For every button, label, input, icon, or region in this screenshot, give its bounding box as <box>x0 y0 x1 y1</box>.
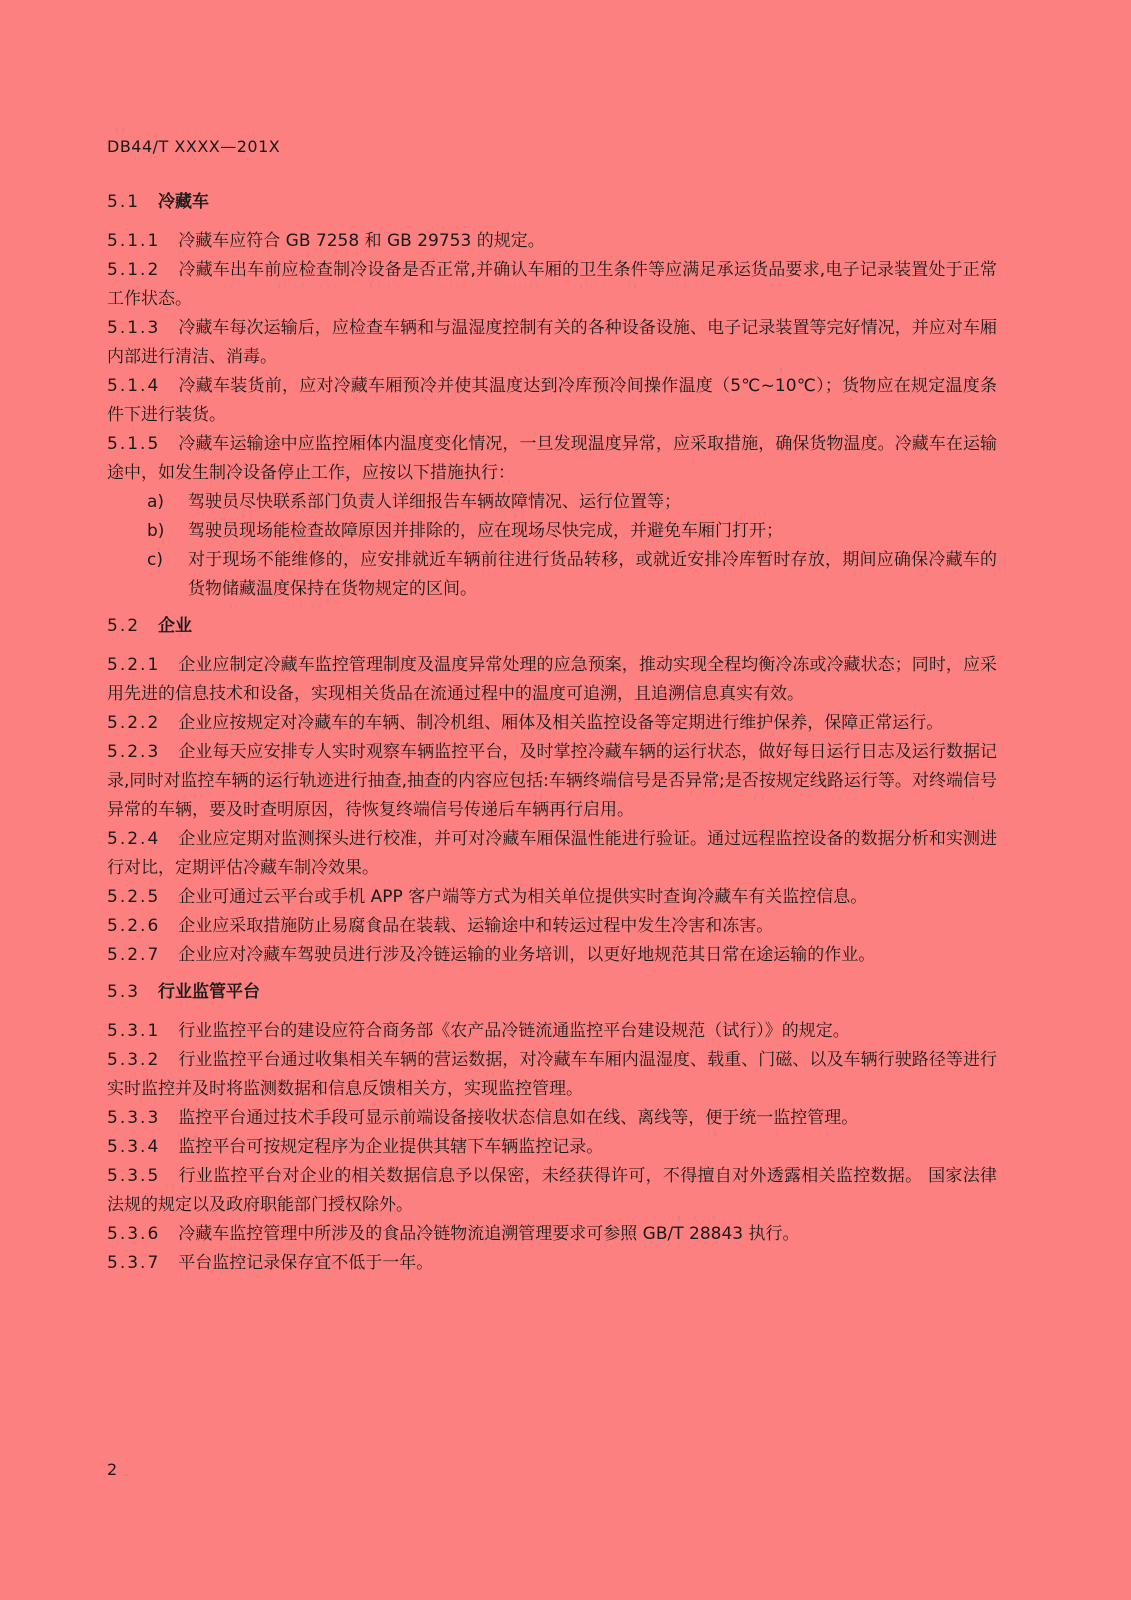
section-5-1 <box>107 188 997 604</box>
clause-5-3-3 <box>107 1104 997 1133</box>
clause-5-1-2 <box>107 256 997 314</box>
clause-text: 行业监控平台对企业的相关数据信息予以保密，未经获得许可，不得擅自对外透露相关监控数据。 国家法律法规的规定以及政府职能部门授权除外。 <box>107 1166 997 1215</box>
list-marker: a) <box>147 492 165 512</box>
clause-5-3-2 <box>107 1046 997 1104</box>
clause-text: 企业应采取措施防止易腐食品在装载、运输途中和转运过程中发生冷害和冻害。 <box>178 916 774 936</box>
clause-text: 冷藏车装货前，应对冷藏车厢预冷并使其温度达到冷库预冷间操作温度（5℃~10℃）；货物应在规定温度条件下进行装货。 <box>107 376 997 425</box>
clause-number: 5.2.6 <box>107 916 161 936</box>
clause-text: 监控平台可按规定程序为企业提供其辖下车辆监控记录。 <box>178 1137 604 1157</box>
section-heading: 冷藏车 <box>158 192 210 212</box>
list-item-text: 驾驶员现场能检查故障原因并排除的，应在现场尽快完成，并避免车厢门打开； <box>188 521 783 541</box>
section-number: 5.2 <box>107 616 141 636</box>
clause-number: 5.2.2 <box>107 713 161 733</box>
clause-5-1-3 <box>107 314 997 372</box>
clause-text: 行业监控平台通过收集相关车辆的营运数据，对冷藏车车厢内温湿度、载重、门磁、以及车辆行驶路径等进行实时监控并及时将监测数据和信息反馈相关方，实现监控管理。 <box>107 1050 997 1099</box>
clause-number: 5.2.5 <box>107 887 161 907</box>
clause-number: 5.3.3 <box>107 1108 161 1128</box>
list-item <box>107 517 997 546</box>
clause-number: 5.2.3 <box>107 742 161 762</box>
section-number: 5.1 <box>107 192 141 212</box>
section-title <box>107 978 997 1008</box>
clause-text: 行业监控平台的建设应符合商务部《农产品冷链流通监控平台建设规范（试行）》的规定。 <box>178 1021 850 1041</box>
clause-text: 企业可通过云平台或手机 APP 客户端等方式为相关单位提供实时查询冷藏车有关监控信息。 <box>178 887 868 907</box>
clause-text: 企业应定期对监测探头进行校准，并可对冷藏车厢保温性能进行验证。通过远程监控设备的数据分析和实测进行对比，定期评估冷藏车制冷效果。 <box>107 829 997 878</box>
clause-text: 企业应按规定对冷藏车的车辆、制冷机组、厢体及相关监控设备等定期进行维护保养，保障正常运行。 <box>178 713 944 733</box>
section-5-2 <box>107 612 997 970</box>
clause-5-1-1 <box>107 227 997 256</box>
document-code: DB44/T XXXX—201X <box>107 137 281 156</box>
clause-text: 监控平台通过技术手段可显示前端设备接收状态信息如在线、离线等，便于统一监控管理。 <box>178 1108 859 1128</box>
clause-5-2-4 <box>107 825 997 883</box>
clause-number: 5.3.2 <box>107 1050 161 1070</box>
clause-text: 平台监控记录保存宜不低于一年。 <box>178 1253 434 1273</box>
clause-number: 5.3.5 <box>107 1166 161 1186</box>
clause-5-2-1 <box>107 651 997 709</box>
clause-number: 5.2.1 <box>107 655 161 675</box>
section-title <box>107 188 997 218</box>
clause-5-3-6 <box>107 1220 997 1249</box>
clause-text: 冷藏车监控管理中所涉及的食品冷链物流追溯管理要求可参照 GB/T 28843 执行。 <box>178 1224 800 1244</box>
section-5-3 <box>107 978 997 1278</box>
clause-text: 冷藏车每次运输后，应检查车辆和与温湿度控制有关的各种设备设施、电子记录装置等完好情况，并应对车厢内部进行清洁、消毒。 <box>107 318 997 367</box>
clause-text: 冷藏车运输途中应监控厢体内温度变化情况，一旦发现温度异常，应采取措施，确保货物温度。冷藏车在运输途中，如发生制冷设备停止工作，应按以下措施执行： <box>107 434 997 483</box>
section-heading: 企业 <box>158 616 193 636</box>
section-number: 5.3 <box>107 982 141 1002</box>
clause-5-2-2 <box>107 709 997 738</box>
measures-list <box>107 488 997 604</box>
clause-5-3-7 <box>107 1249 997 1278</box>
list-item-text: 驾驶员尽快联系部门负责人详细报告车辆故障情况、运行位置等； <box>188 492 681 512</box>
list-item-text: 对于现场不能维修的，应安排就近车辆前往进行货品转移，或就近安排冷库暂时存放，期间应确保冷藏车的货物储藏温度保持在货物规定的区间。 <box>188 550 997 599</box>
clause-5-3-1 <box>107 1017 997 1046</box>
clause-number: 5.1.4 <box>107 376 161 396</box>
list-item <box>107 546 997 604</box>
clause-5-2-3 <box>107 738 997 825</box>
clause-number: 5.1.2 <box>107 260 161 280</box>
section-title <box>107 612 997 642</box>
clause-5-2-5 <box>107 883 997 912</box>
clause-5-3-4 <box>107 1133 997 1162</box>
document-body <box>107 188 997 1278</box>
clause-5-1-5 <box>107 430 997 488</box>
clause-number: 5.3.6 <box>107 1224 161 1244</box>
list-item <box>107 488 997 517</box>
clause-number: 5.1.1 <box>107 231 161 251</box>
clause-number: 5.3.1 <box>107 1021 161 1041</box>
clause-text: 冷藏车应符合 GB 7258 和 GB 29753 的规定。 <box>178 231 545 251</box>
clause-5-1-4 <box>107 372 997 430</box>
clause-5-2-6 <box>107 912 997 941</box>
section-spacer <box>107 970 997 978</box>
clause-text: 冷藏车出车前应检查制冷设备是否正常,并确认车厢的卫生条件等应满足承运货品要求,电子记录装置处于正常工作状态。 <box>107 260 997 309</box>
clause-number: 5.3.7 <box>107 1253 161 1273</box>
section-spacer <box>107 604 997 612</box>
clause-text: 企业应制定冷藏车监控管理制度及温度异常处理的应急预案，推动实现全程均衡冷冻或冷藏状态；同时，应采用先进的信息技术和设备，实现相关货品在流通过程中的温度可追溯，且追溯信息真实有效。 <box>107 655 997 704</box>
clause-5-2-7 <box>107 941 997 970</box>
list-marker: c) <box>147 550 163 570</box>
section-heading: 行业监管平台 <box>158 982 261 1002</box>
clause-number: 5.1.5 <box>107 434 161 454</box>
clause-5-3-5 <box>107 1162 997 1220</box>
list-marker: b) <box>147 521 165 541</box>
clause-number: 5.2.7 <box>107 945 161 965</box>
page-number: 2 <box>107 1460 118 1479</box>
clause-text: 企业应对冷藏车驾驶员进行涉及冷链运输的业务培训，以更好地规范其日常在途运输的作业。 <box>178 945 876 965</box>
clause-text: 企业每天应安排专人实时观察车辆监控平台，及时掌控冷藏车辆的运行状态，做好每日运行日志及运行数据记录,同时对监控车辆的运行轨迹进行抽查,抽查的内容应包括:车辆终端信号是否异常;是否按规定线路运行等。对终端信号异常的车辆，要及时查明原因，待恢复终端信号传递后车辆再行启用。 <box>107 742 997 820</box>
clause-number: 5.2.4 <box>107 829 161 849</box>
clause-number: 5.1.3 <box>107 318 161 338</box>
clause-number: 5.3.4 <box>107 1137 161 1157</box>
